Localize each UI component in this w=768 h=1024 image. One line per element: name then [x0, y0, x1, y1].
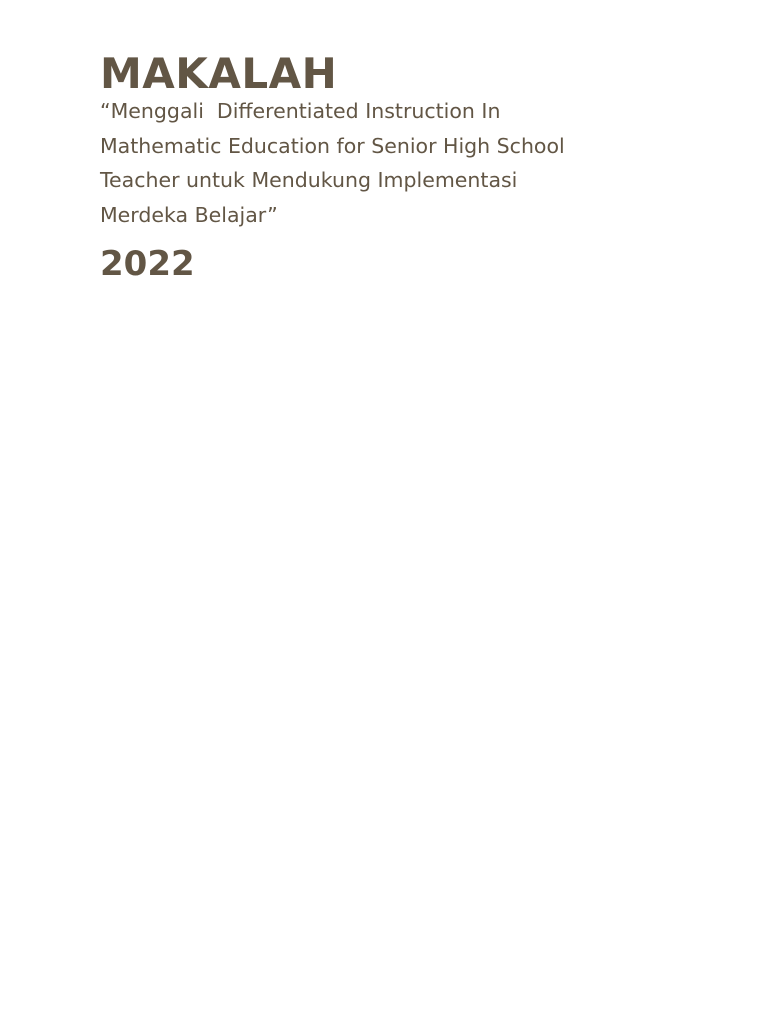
subtitle-line-1: “Menggali Differentiated Instruction In: [100, 99, 501, 123]
document-subtitle: [100, 94, 565, 232]
subtitle-line-2: Mathematic Education for Senior High School: [100, 133, 565, 158]
document-year: 2022: [100, 244, 195, 284]
subtitle-line-3: Teacher untuk Mendukung Implementasi: [100, 168, 518, 192]
document-title: MAKALAH: [100, 49, 338, 98]
subtitle-line-4: Merdeka Belajar”: [100, 202, 278, 227]
